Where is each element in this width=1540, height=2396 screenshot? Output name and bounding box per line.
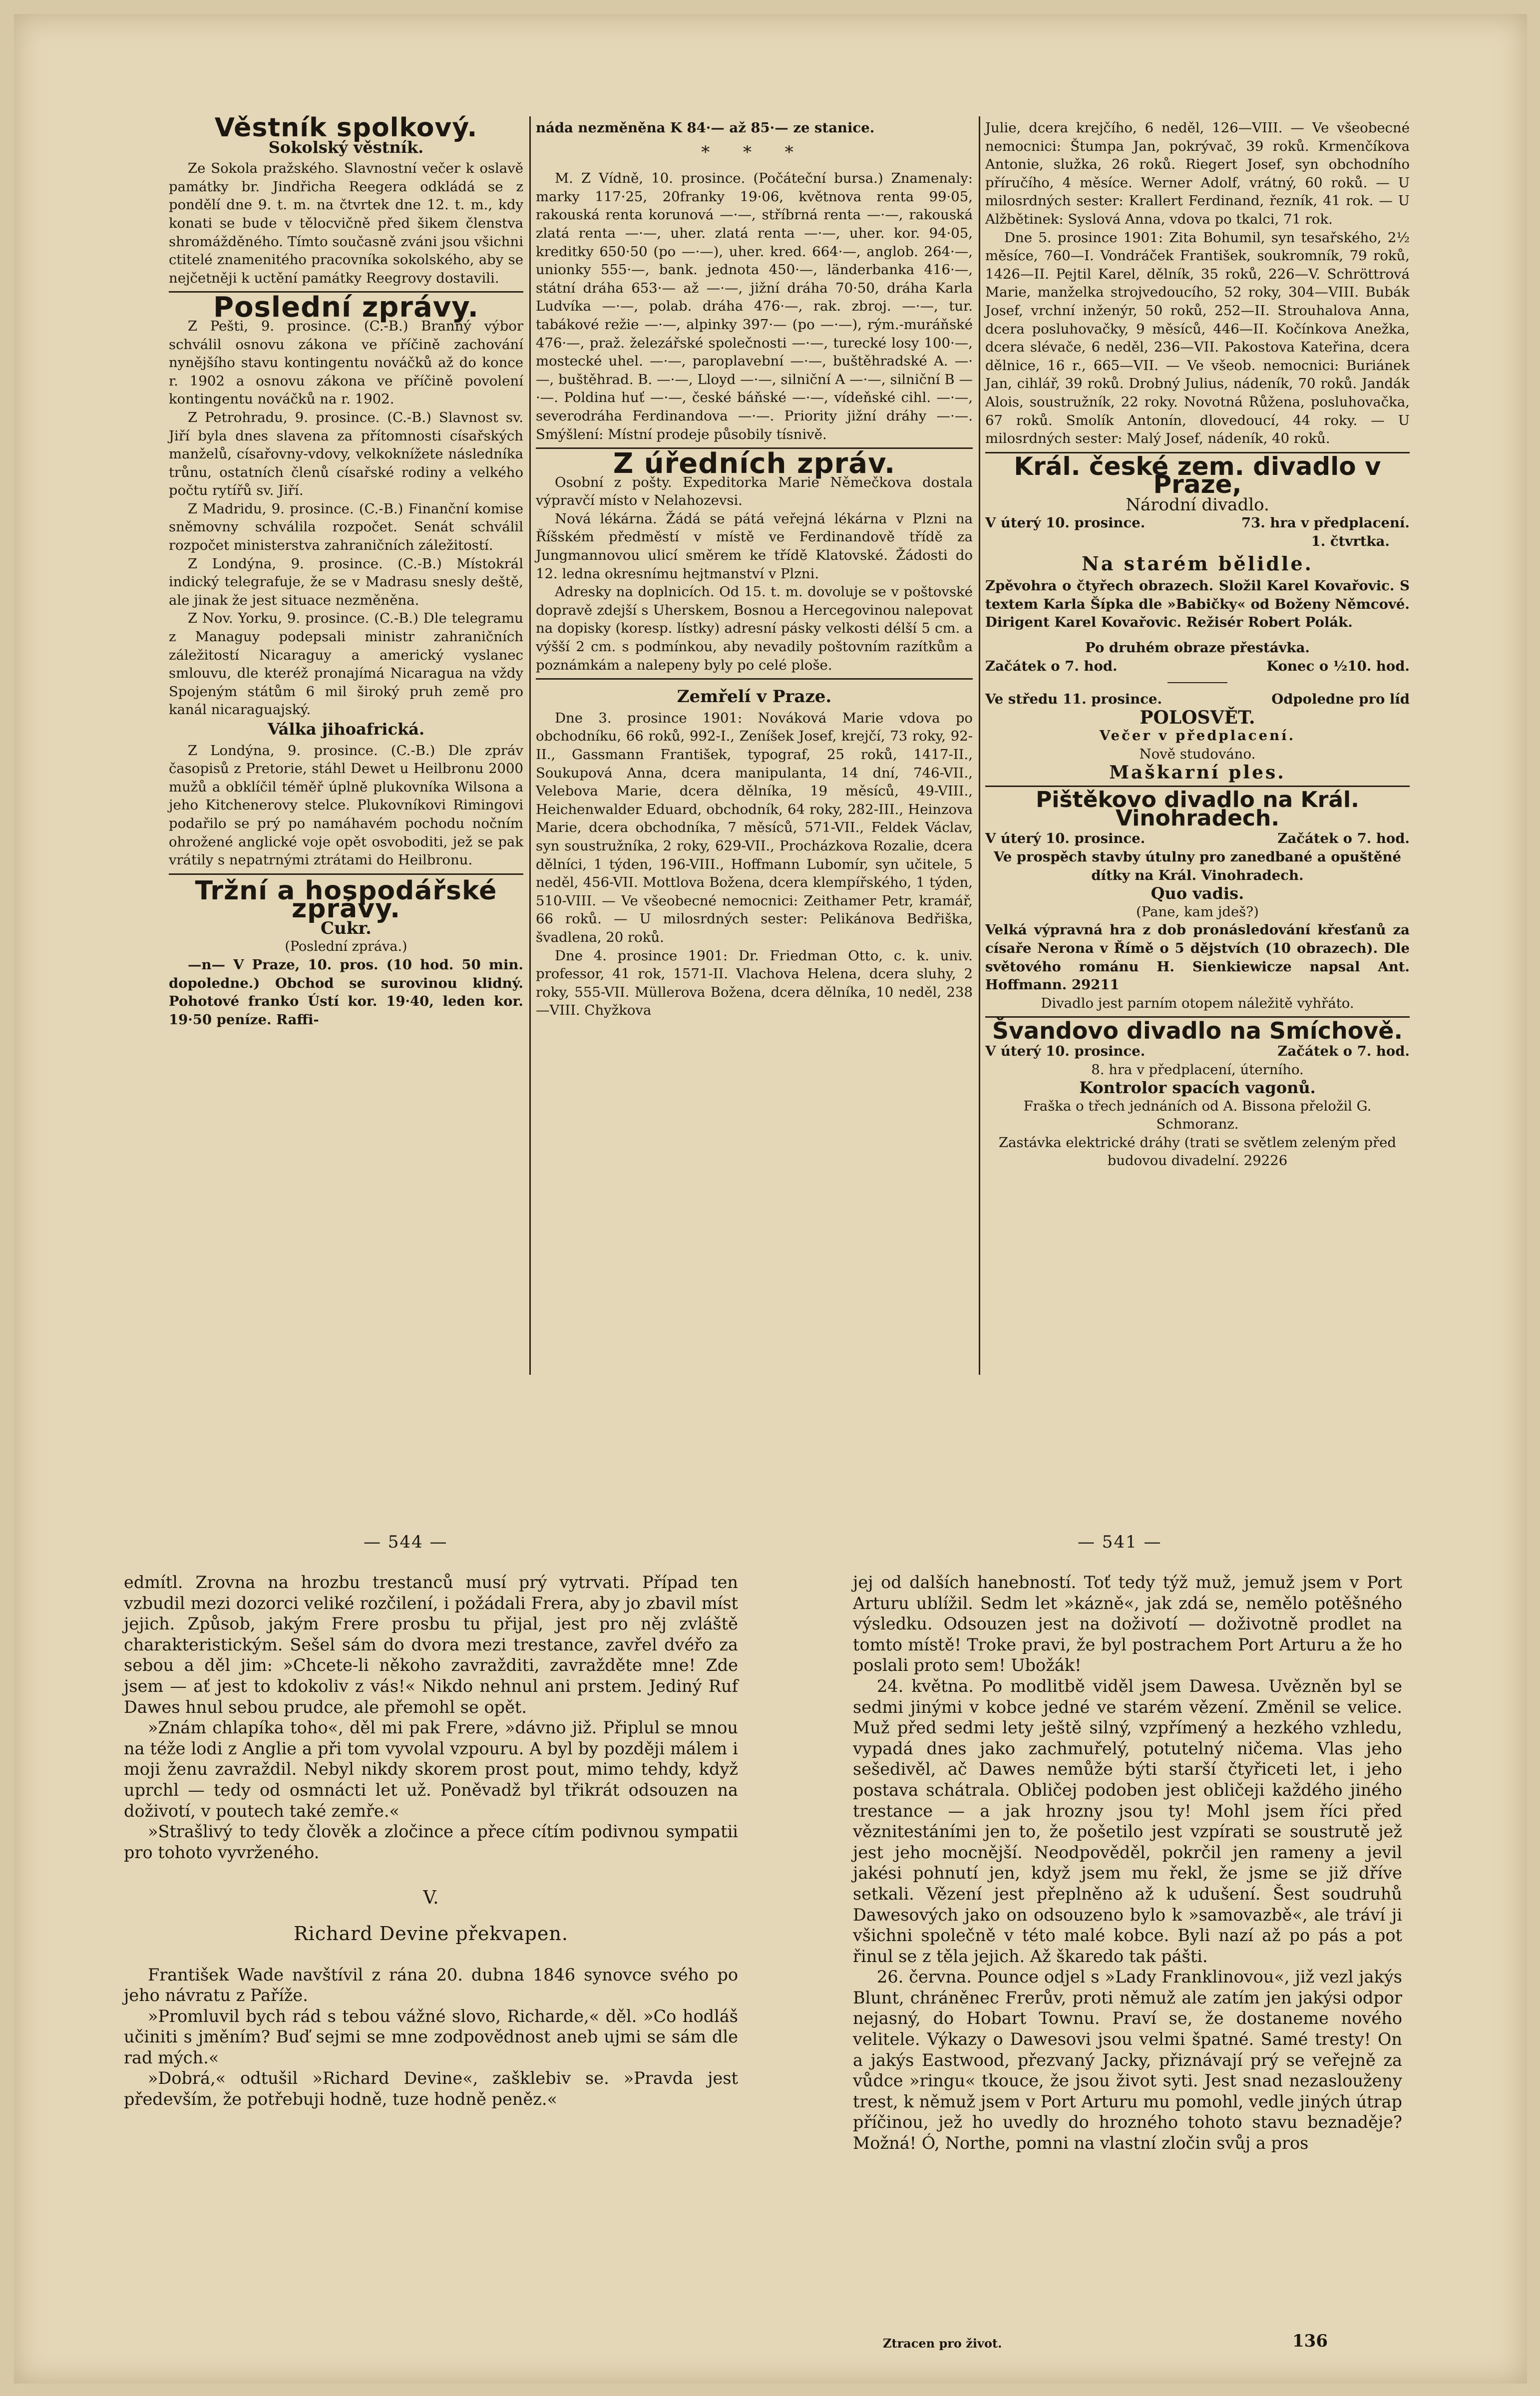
short-divider bbox=[1167, 682, 1227, 683]
theatre-narodni-date-2: Ve středu 11. prosince. bbox=[985, 691, 1162, 708]
heading-spolkovy: Věstník spolkový. bbox=[214, 113, 478, 143]
subheading-sokolsky: Sokolský věstník. bbox=[268, 137, 424, 157]
column-3 bbox=[985, 119, 1410, 1170]
deaths-5-december: Dne 5. prosince 1901: Zita Bohumil, syn tesařského, 2½ měsíce, 760—I. Vondráček František, soukromník, 79 roků, 1426—II. Pejtil Karel, dělník, 35 roků, 226—V. Schröttrová Marie, manželka strojvedoucího, 52 roky, 304—VIII. Bubák Josef, vrchní inženýr, 50 roků, 252—II. Strouhalova Anna, dcera posluhovačky, 9 měsíců, 446—II. Kočínkova Anežka, dcera slévače, 6 neděl, 236—VII. Pakostova Kateřina, dcera dělnice, 16 r., 665—VII. — Ve všeob. nemocnici: Buriánek Jan, cihlář, 39 roků. Drobný Julius, nádeník, 70 roků. Jandák Alois, soustružník, 22 roky. Novotná Růžena, posluhovačka, 67 roků. Smolík Antonín, dlovedoucí, 44 roky. — U milosrdných sester: Malý Josef, nádeník, 40 roků. bbox=[985, 229, 1410, 447]
column-2 bbox=[536, 119, 973, 1020]
theatre-pistek-start: Začátek o 7. hod. bbox=[1277, 830, 1410, 847]
book-page-right bbox=[853, 1572, 1402, 2154]
book-page-left bbox=[124, 1572, 738, 2110]
separator-dots: * * * bbox=[701, 142, 807, 162]
theatre-narodni-subtitle: Národní divadlo. bbox=[1126, 494, 1269, 515]
theatre-narodni-time-row bbox=[985, 657, 1410, 676]
book-paragraph: jej od dalších hanebností. Toť tedy týž muž, jemuž jsem v Port Arturu ublížil. Sedm let »kázně«, jak zdá se, nemělo potěšného výsledku. Odsouzen jest na doživotí — doživotně prodlet na tomto místě! Troke pravi, že byl postrachem Port Arturu a že ho poslali proto sem! Ubožák! bbox=[853, 1573, 1402, 1675]
book-paragraph: František Wade navštívil z rána 20. dubna 1846 synovce svého po jeho návratu z Paříže. bbox=[124, 1965, 738, 2005]
column-1 bbox=[169, 113, 523, 1029]
divider bbox=[169, 873, 523, 875]
deaths-4-december: Dne 4. prosince 1901: Dr. Friedman Otto, c. k. univ. professor, 41 rok, 1571-II. Vlachova Helena, dcera sluhy, 2 roky, 555-VII. Müllerova Božena, dcera dělníka, 10 neděl, 238—VIII. Chyžkova bbox=[536, 947, 973, 1019]
column-separator bbox=[529, 116, 531, 1375]
theatre-narodni-date: V úterý 10. prosince. bbox=[985, 515, 1146, 531]
book-paragraph: »Promluvil bych rád s tebou vážné slovo, Richarde,« děl. »Co hodláš učiniti s jměním? Buď sejmi se mne zodpovědnost aneb ujmi se sám dle rad mých.« bbox=[124, 2006, 738, 2067]
deaths-3-december: Dne 3. prosince 1901: Nováková Marie vdova po obchodníku, 66 roků, 992-I., Zeníšek Josef, krejčí, 73 roky, 92-II., Gassmann František, typograf, 25 roků, 1417-II., Soukupová Anna, dcera manipulanta, 14 dní, 746-VII., Velebova Marie, dcera dělníka, 19 měsíců, 49-VIII., Heichenwalder Eduard, obchodník, 64 roky, 282-III., Heinzova Marie, dcera obchodníka, 7 měsíců, 571-VII., Feldek Václav, syn soustružníka, 2 roky, 629-VII., Procházkova Rozalie, dcera dělníci, 1 týden, 196-VIII., Hoffmann Lubomír, syn učitele, 5 neděl, 456-VII. Mottlova Božena, dcera klempířského, 1 týden, 510-VIII. — Ve všeobecné nemocnici: Zeithamer Petr, kramář, 66 roků. — U milosrdných sester: Pelikánova Bedřiška, švadlena, 20 roků. bbox=[536, 710, 973, 945]
page-number-left: — 544 — bbox=[364, 1532, 448, 1552]
deaths-continued: Julie, dcera krejčího, 6 neděl, 126—VIII. — Ve všeobecné nemocnici: Štumpa Jan, pokrývač, 39 roků. Krmenčíkova Antonie, služka, 26 roků. Riegert Josef, syn obchodního příručího, 4 měsíce. Werner Adolf, vrátný, 60 roků. — U milosrdných sester: Krallert Ferdinand, řezník, 41 rok. — U Alžbětinek: Syslová Anna, vdova po tkalci, 71 rok. bbox=[985, 120, 1410, 227]
book-paragraph: edmítl. Zrovna na hrozbu trestanců musí prý vytrvati. Případ ten vzbudil mezi dozorci veliké rozčilení, i požádali Frera, aby jo zbavil míst jejich. Způsob, jakým Frere prosbu tu přijal, jest pro něj zvláště charakteristickým. Sešel sám do dvora mezi trestance, zavřel dvéřo za sebou a děl jim: »Chcete-li někoho zavražditi, zavražděte mne! Zde jsem — ať jest to kdokoliv z vás!« Nikdo nehnul ani prstem. Jediný Ruf Dawes hnul sebou prudce, ale přemohl se opět. bbox=[124, 1573, 738, 1717]
divider bbox=[536, 678, 973, 680]
theatre-narodni-start: Začátek o 7. hod. bbox=[985, 658, 1118, 674]
subheading-valka: Válka jihoafrická. bbox=[267, 720, 425, 739]
theatre-narodni-play-3: Maškarní ples. bbox=[1109, 762, 1286, 783]
book-paragraph: 24. května. Po modlitbě viděl jsem Dawesa. Uvězněn byl se sedmi jinými v kobce jedné ve starém vězení. Změnil se velice. Muž před sedmi lety ještě silný, vzpřímený a hezkého vzhledu, vypadá dnes jako zachmuřelý, potutelný ničema. Vlas jeho sešedivěl, ač Dawes nemůže býti starší čtyřiceti let, i jeho postava schátrala. Obličej podoben jest obličeji každého jiného trestance — a jak hrozny jsou ty! Mohl jsem říci před věznitestáními jen to, že pošetilo jest vzpírati se soustrutě jež jest jeho mocnější. Neodpověděl, pokrčil jen rameny a jevil jakési pohnutí jen, když jsem mu řekl, že jsme se již dříve setkali. Vězení jest přeplněno až k udušení. Šest soudruhů Dawesových jako on odsouzeno bylo k »samovazbě«, ale tráví ji všichni společně v této malé kobce. Byli nazí až po pás a pot řinul se z těla jejich. Až škaredo tak pášti. bbox=[853, 1676, 1402, 1966]
theatre-pistek-description-text: Velká výpravná hra z dob pronásledování křesťanů za císaře Nerona v Římě o 5 dějstvích (10 obrazech). Dle světového románu H. Sienkiewicze napsal Ant. Hoffmann. bbox=[985, 922, 1410, 993]
subheading-posledni-zprava: (Poslední zpráva.) bbox=[285, 938, 407, 954]
theatre-svanda-start: Začátek o 7. hod. bbox=[1277, 1043, 1410, 1059]
book-paragraph: »Strašlivý to tedy člověk a zločince a přece cítím podivnou sympatii pro tohoto vyvrženého. bbox=[124, 1822, 738, 1862]
news-londyn-1: Z Londýna, 9. prosince. (C.-B.) Místokrál indický telegrafuje, že se v Madrasu snesly deště, ale jinak že jest situace nezměněna. bbox=[169, 555, 523, 608]
book-paragraph: 26. června. Pounce odjel s »Lady Franklinovou«, již vezl jakýs Blunt, chráněnec Frerův, proti němuž ale zatím jen jakýsi odpor nejasný, do Hobart Townu. Praví se, že dostaneme nového velitele. Výkazy o Dawesovi jsou velmi špatné. Samé tresty! On a jakýs Eastwood, přezvaný Jacky, přiznávají prý se veřejně za vůdce »ringu« tkouce, že jsou život syti. Jest snad nezaslouženy trest, k němuž jsem v Port Arturu mu pomohl, vedle jiných útrap příčinou, jež ho uvedly do hrozného tohoto stavu beznaděje? Možná! Ó, Northe, pomni na vlastní zločin svůj a pros bbox=[853, 1967, 1402, 2153]
news-londyn-2: Z Londýna, 9. prosince. (C.-B.) Dle zpráv časopisů z Pretorie, stáhl Dewet u Heilbronu 2000 mužů a obklíčil téměř úplně plukovníka Wilsona a jeho Kitchenerovy stelce. Plukovníkovi Rimingovi podařilo se prý po namáhavém pochodu nočním ohrožené anglické voje opět osvoboditi, jež se pak vrátily s nepatrnými ztrátami do Heilbronu. bbox=[169, 742, 523, 868]
theatre-narodni-afternoon: Odpoledne pro líd bbox=[1271, 691, 1410, 708]
theatre-svanda-title: Švandovo divadlo na Smíchově. bbox=[992, 1017, 1403, 1045]
chapter-title: Richard Devine překvapen. bbox=[294, 1922, 568, 1945]
theatre-narodni-play-2: POLOSVĚT. bbox=[1140, 707, 1255, 728]
theatre-svanda-description: Fraška o třech jednáních od A. Bissona přeložil G. Schmoranz. bbox=[1023, 1098, 1372, 1133]
theatre-svanda-date: V úterý 10. prosince. bbox=[985, 1043, 1146, 1059]
book-footer-number: 136 bbox=[1292, 2331, 1328, 2351]
market-viden: M. Z Vídně, 10. prosince. (Počáteční bursa.) Znamenaly: marky 117·25, 20franky 19·06, květnova renta 99·05, rakouská renta korunová —·—, stříbrná renta —·—, rakouská zlatá renta —·—, uher. zlatá renta —·—, uher. kor. 94·05, kreditky 650·50 (po —·—), uher. kred. 664·—, anglob. 264·—, unionky 555·—, bank. jednota 450·—, länderbanka 416·—, státní dráha 653·— až —·—, jižní dráha 70·50, dráha Karla Ludvíka —·—, polab. dráha 476·—, rak. zbroj. —·—, tur. tabákové režie —·—, alpinky 397·— (po —·—), rým.-muráňské 476·—, praž. železářské společnosti —·—, turecké losy 100·—, mostecké uhel. —·—, paroplavební —·—, buštěhradské A. —·—, buštěhrad. B. —·—, Lloyd —·—, silniční A —·—, silniční B —·—. Poldina huť —·—, české báňské —·—, vídeňské cihl. —·—, severodráha Ferdinandova —·—. Priority jižní dráhy —·—. Smýšlení: Místní prodeje působily tísnivě. bbox=[536, 170, 973, 442]
news-new-york: Z Nov. Yorku, 9. prosince. (C.-B.) Dle telegramu z Managuy podepsali ministr zahraničních záležitostí Nicaraguy a americký vyslanec smlouvu, dle kteréž pronajímá Nicaragua na vždy Spojeným státům 6 mil široký pruh země pro kanál nicaraguajský. bbox=[169, 610, 523, 718]
subheading-cukr: Cukr. bbox=[321, 918, 372, 938]
news-pest: Z Pešti, 9. prosince. (C.-B.) Branný výbor schválil osnovu zákona ve příčině zachování nynějšího stavu kontingentu nováčků až do konce r. 1902 a osnovu zákona ve příčině povolení kontingentu nováčků na r. 1902. bbox=[169, 318, 523, 407]
notice-lekarna: Nová lékárna. Žádá se pátá veřejná lékárna v Plzni na Říšském předměstí v místě ve Ferdinandově třídě za Jungmannovou ulicí směrem ke třídě Klatovské. Žádosti do 12. ledna okresnímu hejtmanství v Plzni. bbox=[536, 510, 973, 582]
theatre-pistek-date-row bbox=[985, 829, 1410, 848]
theatre-narodni-play: Na starém bělidle. bbox=[1082, 552, 1313, 575]
market-cukr: —n— V Praze, 10. pros. (10 hod. 50 min. dopoledne.) Obchod se surovinou klidný. Pohotové franko Ústí kor. 19·40, leden kor. 19·50 peníze. Raffi- bbox=[169, 957, 523, 1028]
theatre-svanda-subscription: 8. hra v předplacení, úterního. bbox=[1091, 1061, 1304, 1078]
theatre-narodni-date-row-2 bbox=[985, 690, 1410, 709]
theatre-svanda-date-row bbox=[985, 1042, 1410, 1061]
chapter-number: V. bbox=[423, 1888, 439, 1909]
book-footer-title: Ztracen pro život. bbox=[883, 2336, 1002, 2351]
theatre-pistek-title: Pištěkovo divadlo na Král. Vinohradech. bbox=[1036, 787, 1359, 831]
theatre-pistek-ad-number: 29211 bbox=[1071, 977, 1120, 993]
theatre-pistek-benefit: Ve prospěch stavby útulny pro zanedbané a opuštěné dítky na Král. Vinohradech. bbox=[994, 848, 1401, 883]
theatre-svanda-tram bbox=[985, 1134, 1410, 1170]
paragraph-sokol: Ze Sokola pražského. Slavnostní večer k oslavě památky br. Jindřicha Reegera odkládá se z pondělí dne 9. t. m. na čtvrtek dne 12. t. m., kdy konati se bude v tělocvičně před šikem členstva shromážděného. Tímto současně zváni jsou všichni ctitelé znamenitého pracovníka sokolského, aby se nejčetněji k uctění památky Reegrovy dostavili. bbox=[169, 160, 523, 286]
theatre-narodni-description: Zpěvohra o čtyřech obrazech. Složil Karel Kovařovic. S textem Karla Šípka dle »Babičky« od Boženy Němcové. Dirigent Karel Kovařovic. Režisér Robert Polák. bbox=[985, 578, 1410, 631]
theatre-svanda-tram-text: Zastávka elektrické dráhy (trati se světlem zeleným před budovou divadelní. bbox=[998, 1134, 1397, 1169]
market-cukr-continued: náda nezměněna K 84·— až 85·— ze stanice. bbox=[536, 120, 875, 136]
heading-zemreli: Zemřelí v Praze. bbox=[677, 687, 832, 707]
news-petrohrad: Z Petrohradu, 9. prosince. (C.-B.) Slavnost sv. Jiří byla dnes slavena za přítomnosti císařských manželů, císařovny-vdovy, velkoknížete následníka trůnu, ostatních členů císařské rodiny a velkého počtu rytířů sv. Jiří. bbox=[169, 409, 523, 499]
theatre-svanda-ad-number: 29226 bbox=[1243, 1153, 1288, 1169]
notice-posta: Osobní z pošty. Expeditorka Marie Němečkova dostala výpravčí místo v Nelahozevsi. bbox=[536, 474, 973, 509]
book-paragraph: »Dobrá,« odtušil »Richard Devine«, zašklebiv se. »Pravda jest především, že potřebuji hodně, tuze hodně peněz.« bbox=[124, 2068, 738, 2109]
theatre-narodni-subscription: 73. hra v předplacení. bbox=[1241, 515, 1410, 531]
heading-uredni-zpravy: Z úředních zpráv. bbox=[613, 447, 896, 480]
theatre-narodni-new: Nově studováno. bbox=[1139, 746, 1256, 762]
notice-adresky: Adresky na doplnicích. Od 15. t. m. dovoluje se v poštovské dopravě zdejší s Uherskem, Bosnou a Hercegovinou nalepovat na dopisky (koresp. lístky) adresní pásky velkosti délší 5 cm. a výšší 2 cm. s podmínkou, aby nevadily poštovním razítkům a poznámkám a nalepeny byly po celé ploše. bbox=[536, 584, 973, 673]
theatre-narodni-end: Konec o ½10. hod. bbox=[1266, 658, 1410, 674]
theatre-pistek-play: Quo vadis. bbox=[1151, 884, 1244, 903]
theatre-pistek-description bbox=[985, 921, 1410, 994]
heading-trzni-zpravy: Tržní a hospodářské zprávy. bbox=[195, 875, 497, 924]
theatre-svanda-play: Kontrolor spacích vagonů. bbox=[1079, 1078, 1316, 1098]
column-separator bbox=[979, 116, 980, 1375]
theatre-narodni-title: Král. české zem. divadlo v Praze, bbox=[1014, 451, 1381, 499]
theatre-narodni-intermission: Po druhém obraze přestávka. bbox=[1085, 640, 1310, 656]
newspaper-page bbox=[14, 14, 1527, 2384]
book-paragraph: »Znám chlapíka toho«, děl mi pak Frere, »dávno již. Připlul se mnou na téže lodi z Anglie a při tom vyvolal vzpouru. A byl by později málem i moji ženu zavraždil. Nebyl nikdy skorem prost pout, mimo tehdy, když uprchl — tedy od osmnácti let už. Poněvadž byl třikrát odsouzen na doživotí, v poutech také zemře.« bbox=[124, 1718, 738, 1821]
theatre-pistek-heating: Divadlo jest parním otopem náležitě vyhřáto. bbox=[1041, 995, 1354, 1011]
theatre-narodni-date-row bbox=[985, 514, 1410, 532]
theatre-pistek-date: V úterý 10. prosince. bbox=[985, 830, 1146, 847]
theatre-narodni-quarter: 1. čtvrtka. bbox=[1311, 533, 1390, 550]
theatre-pistek-play-subtitle: (Pane, kam jdeš?) bbox=[1136, 903, 1259, 920]
news-madrid: Z Madridu, 9. prosince. (C.-B.) Finanční komise sněmovny schválila rozpočet. Senát schválil rozpočet ministerstva zahraničních záležitostí. bbox=[169, 500, 523, 554]
theatre-narodni-evening: Večer v předplacení. bbox=[1099, 728, 1296, 744]
heading-posledni-zpravy: Poslední zprávy. bbox=[213, 291, 479, 324]
page-number-right: — 541 — bbox=[1078, 1532, 1162, 1552]
